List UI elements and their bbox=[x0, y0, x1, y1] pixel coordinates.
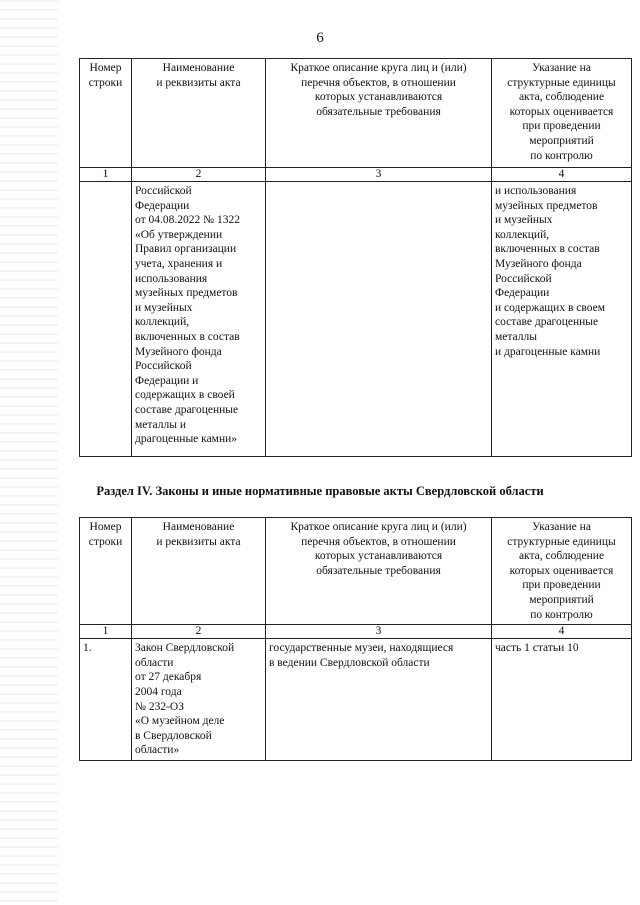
section-title: Раздел IV. Законы и иные нормативные правовые акты Свердловской области bbox=[96, 484, 544, 498]
act-name-cell: Российской Федерации от 04.08.2022 № 1322 «Об утверждении Правил организации учета, хранения и использования музейных предметов и музейных коллекций, включенных в состав Музейного фонда Российской Федерации и содержащих в своей составе драгоценные металлы и драгоценные камни» bbox=[132, 182, 266, 457]
row-number-cell bbox=[80, 182, 132, 457]
table-header-row bbox=[80, 59, 632, 168]
column-number: 2 bbox=[132, 168, 266, 182]
scan-margin-marks bbox=[0, 0, 58, 905]
table-row bbox=[80, 639, 632, 761]
column-number: 1 bbox=[80, 625, 132, 639]
description-cell: государственные музеи, находящиеся в ведении Свердловской области bbox=[266, 639, 492, 761]
requirements-table-continued bbox=[79, 58, 632, 457]
structural-units-cell: и использования музейных предметов и музейных коллекций, включенных в состав Музейного фонда Российской Федерации и содержащих в своем составе драгоценные металлы и драгоценные камни bbox=[492, 182, 632, 457]
column-number: 4 bbox=[492, 625, 632, 639]
header-structural-units: Указание на структурные единицы акта, соблюдение которых оценивается при проведении мероприятий по контролю bbox=[492, 59, 632, 168]
header-row-number: Номер строки bbox=[80, 518, 132, 625]
table-header-row bbox=[80, 518, 632, 625]
header-act-name: Наименование и реквизиты акта bbox=[132, 518, 266, 625]
regional-laws-table bbox=[79, 517, 632, 761]
column-number: 2 bbox=[132, 625, 266, 639]
page-number: 6 bbox=[316, 30, 324, 46]
column-number: 1 bbox=[80, 168, 132, 182]
column-number: 3 bbox=[266, 168, 492, 182]
header-description: Краткое описание круга лиц и (или) перечня объектов, в отношении которых устанавливаются обязательные требования bbox=[266, 518, 492, 625]
column-number: 4 bbox=[492, 168, 632, 182]
description-cell bbox=[266, 182, 492, 457]
header-description: Краткое описание круга лиц и (или) перечня объектов, в отношении которых устанавливаются обязательные требования bbox=[266, 59, 492, 168]
structural-units-cell: часть 1 статьи 10 bbox=[492, 639, 632, 761]
column-number: 3 bbox=[266, 625, 492, 639]
column-number-row bbox=[80, 625, 632, 639]
act-name-cell: Закон Свердловской области от 27 декабря 2004 года № 232-ОЗ «О музейном деле в Свердловской области» bbox=[132, 639, 266, 761]
header-structural-units: Указание на структурные единицы акта, соблюдение которых оценивается при проведении мероприятий по контролю bbox=[492, 518, 632, 625]
row-number-cell: 1. bbox=[80, 639, 132, 761]
table-row bbox=[80, 182, 632, 457]
column-number-row bbox=[80, 168, 632, 182]
header-act-name: Наименование и реквизиты акта bbox=[132, 59, 266, 168]
header-row-number: Номер строки bbox=[80, 59, 132, 168]
